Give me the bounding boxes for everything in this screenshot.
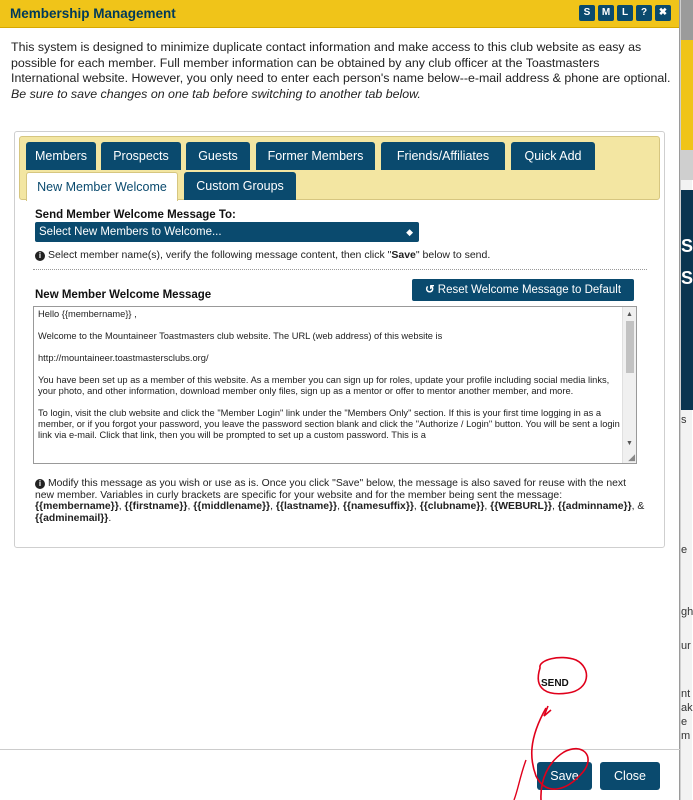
send-instruction: i Select member name(s), verify the following message content, then click "Save" below to send. (35, 249, 490, 261)
variable: {{clubname}} (419, 501, 485, 512)
reset-icon: ↺ (424, 284, 435, 296)
background-text: m (681, 730, 691, 742)
message-line: http://mountaineer.toastmastersclubs.org/ (38, 353, 209, 363)
variable: {{WEBURL}} (490, 501, 552, 512)
variable: {{middlename}} (193, 501, 271, 512)
reset-label: Reset Welcome Message to Default (437, 284, 622, 296)
help-button[interactable]: ? (636, 5, 652, 21)
tab-friends-affiliates[interactable]: Friends/Affiliates (381, 142, 505, 170)
new-members-select[interactable] (35, 222, 419, 242)
close-icon[interactable]: ✖ (655, 5, 671, 21)
variable: {{namesuffix}} (342, 501, 414, 512)
variable: {{adminname}} (557, 501, 632, 512)
titlebar-buttons (579, 5, 671, 21)
modify-note: i Modify this message as you wish or use as is. Once you click "Save" below, the message is also saved for reuse with the next new member. Variables in curly brackets are specific for your website and for the member being sent the message: {{membername}}, {{firstname}}, {{middlename}}, {{lastname}}, {{namesuffix}}, {{clubname}}, {{WEBURL}}, {{adminname}}, & {{adminemail}}. (35, 478, 645, 524)
scroll-down-icon[interactable]: ▼ (626, 440, 633, 447)
modify-text: Modify this message as you wish or use as is. Once you click "Save" below, the message is also saved for reuse with the next new member. Variables in curly brackets are specific for your website and for the member being sent the message: (35, 478, 626, 501)
resize-handle-icon[interactable]: ◢ (628, 452, 635, 462)
tab-custom-groups[interactable]: Custom Groups (184, 172, 296, 200)
tab-prospects[interactable]: Prospects (101, 142, 181, 170)
font-medium-button[interactable]: M (598, 5, 614, 21)
message-content (38, 309, 623, 452)
variable: {{adminemail}} (35, 512, 109, 524)
message-line: To login, visit the club website and click the "Member Login" link under the "Members Only" section. If this is your first time logging in as a member, or if you forgot your password, you leave the password section blank and click the "Authorize / Login" button. You will be sent a login link via e-mail. Click that link, then you will be prompted to set up a custom password. This is a (38, 408, 620, 440)
variable: {{firstname}} (124, 501, 188, 512)
textarea-scrollbar[interactable] (622, 307, 636, 463)
variable: {{lastname}} (275, 501, 338, 512)
message-label: New Member Welcome Message (35, 289, 212, 301)
info-icon: i (35, 251, 45, 261)
background-text: ur (681, 640, 691, 652)
tab-quick-add[interactable]: Quick Add (511, 142, 595, 170)
scroll-up-icon[interactable]: ▲ (626, 311, 633, 318)
dialog-titlebar[interactable] (0, 0, 679, 28)
background-text: S (681, 236, 693, 256)
background-text: e (681, 716, 688, 728)
annotation-text: SEND (541, 678, 569, 689)
welcome-message-textarea[interactable] (33, 306, 637, 464)
divider (33, 269, 647, 270)
font-small-button[interactable]: S (579, 5, 595, 21)
intro-note: Be sure to save changes on one tab before switching to another tab below. (11, 86, 421, 101)
background-page (680, 0, 692, 800)
scroll-thumb[interactable] (626, 321, 634, 373)
intro-body: This system is designed to minimize duplicate contact information and make access to this club website as easy as possible for each member. Full member information can be obtained by any club officer at the Toastmasters International website. However, you only need to enter each person's name below--e-mail address & phone are optional. (11, 40, 671, 85)
background-text: nt (681, 688, 691, 700)
select-caret-icon: ◆ (406, 227, 413, 237)
background-text: gh (681, 606, 693, 618)
footer-divider (0, 749, 680, 750)
tab-members[interactable]: Members (26, 142, 96, 170)
save-button[interactable]: Save (537, 762, 592, 790)
message-line: Welcome to the Mountaineer Toastmasters club website. The URL (web address) of this website is (38, 331, 443, 341)
send-to-label: Send Member Welcome Message To: (35, 209, 236, 221)
tab-former-members[interactable]: Former Members (256, 142, 375, 170)
dialog-title: Membership Management (10, 6, 176, 21)
reset-message-button[interactable] (412, 279, 634, 301)
intro-text (11, 40, 671, 102)
font-large-button[interactable]: L (617, 5, 633, 21)
message-line: Hello {{membername}} , (38, 309, 137, 319)
tab-new-member-welcome[interactable]: New Member Welcome (26, 172, 178, 201)
close-button[interactable]: Close (600, 762, 660, 790)
background-text: S (681, 268, 693, 288)
background-text: ak (681, 702, 693, 714)
tab-bar (19, 136, 660, 200)
variable: {{membername}} (35, 501, 119, 512)
tab-guests[interactable]: Guests (186, 142, 250, 170)
background-text: e (681, 544, 688, 556)
info-icon: i (35, 479, 45, 489)
message-line: You have been set up as a member of this website. As a member you can sign up for roles, update your profile including social media links, your photo, and other information, download member only files, sign up as a mentor or offer to mentor another member, and more. (38, 375, 610, 396)
select-value: Select New Members to Welcome... (39, 226, 222, 238)
tab-panel (14, 131, 665, 548)
background-text: s (681, 414, 687, 426)
